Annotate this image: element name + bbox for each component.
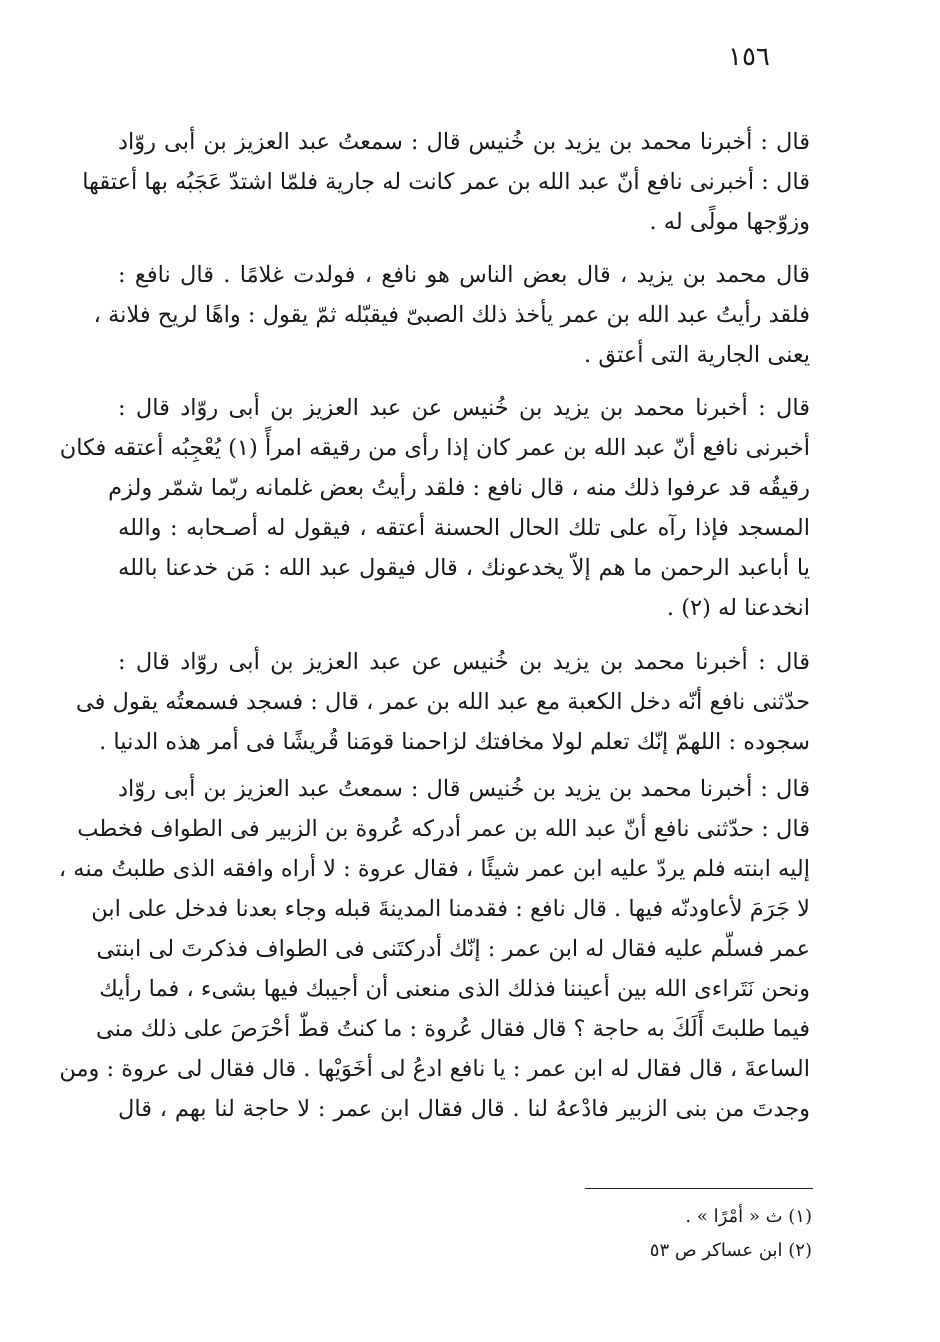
text-line: المسجد فإذا رآه على تلك الحال الحسنة أعتقه ، فيقول له أصـحابه : والله [118, 515, 810, 541]
text-line: لا جَرَمَ لأعاودنّه فيها . قال نافع : فقدمنا المدينةَ قبله وجاء بعدنا فدخل على ابن [91, 896, 810, 922]
text-line: قال : أخبرنا محمد بن يزيد بن خُنيس عن عبد العزيز بن أبى روّاد قال : [118, 395, 810, 421]
text-line: حدّثنى نافع أنّه دخل الكعبة مع عبد الله بن عمر ، قال : فسجد فسمعتُه يقول فى [75, 689, 810, 715]
footnotes [500, 1200, 812, 1268]
text-line: ونحن نَتَراءى الله بين أعيننا فذلك الذى منعنى أن أجيبك فيها بشىء ، فما رأيك [99, 976, 810, 1002]
text-line: رقيقُه قد عرفوا ذلك منه ، قال نافع : فلقد رأيتُ بعض غلمانه ربّما شمّر ولزم [108, 475, 810, 501]
footnote-2: (٢) ابن عساكر ص ٥٣ [649, 1240, 812, 1261]
text-line: قال : أخبرنا محمد بن يزيد بن خُنيس قال : سمعتُ عبد العزيز بن أبى روّاد [118, 129, 810, 155]
main-text [58, 122, 810, 1129]
text-line: سجوده : اللهمّ إنّك تعلم لولا مخافتك لزاحمنا قومَنا قُريشًا فى أمر هذه الدنيا . [99, 729, 810, 755]
text-line: يا أباعبد الرحمن ما هم إلاّ يخدعونك ، قال فيقول عبد الله : مَن خدعنا بالله [118, 555, 810, 581]
text-line: قال : أخبرنى نافع أنّ عبد الله بن عمر كانت له جارية فلمّا اشتدّ عَجَبُه بها أعتقها [82, 169, 810, 195]
footnote-divider [585, 1188, 813, 1189]
text-line: فلقد رأيتُ عبد الله بن عمر يأخذ ذلك الصبىّ فيقبّله ثمّ يقول : واهًا لريح فلانة ، [93, 302, 810, 328]
paragraph-2 [93, 255, 810, 375]
text-line: يعنى الجارية التى أعتق . [584, 342, 810, 368]
text-line: عمر فسلّم عليه فقال له ابن عمر : إنّك أدركتَنى فى الطواف فذكرتَ لى ابنتى [96, 936, 810, 962]
paragraph-4 [75, 642, 810, 762]
paragraph-3 [59, 388, 810, 628]
text-line: انخدعنا له (٢) . [666, 595, 810, 621]
text-line: الساعةَ ، قال فقال له ابن عمر : يا نافع ادعُ لى أخَوَيْها . قال فقال لى عروة : ومن [59, 1056, 810, 1082]
text-line: أخبرنى نافع أنّ عبد الله بن عمر كان إذا رأى من رقيقه امرأً (١) يُعْجِبُه أعتقه فكان [59, 435, 810, 461]
text-line: إليه ابنته فلم يردّ عليه ابن عمر شيئًا ، فقال عروة : لا أراه وافقه الذى طلبتُ منه ، [58, 856, 810, 882]
text-line: قال : أخبرنا محمد بن يزيد بن خُنيس عن عبد العزيز بن أبى روّاد قال : [118, 649, 810, 675]
text-line: فيما طلبتَ أَلَكَ به حاجة ؟ قال فقال عُروة : ما كنتُ قطّ أحْرَصَ على ذلك منى [96, 1016, 810, 1042]
text-line: قال محمد بن يزيد ، قال بعض الناس هو نافع ، فولدت غلامًا . قال نافع : [118, 262, 810, 288]
text-line: وزوّجها مولًى له . [649, 209, 810, 235]
text-line: قال : أخبرنا محمد بن يزيد بن خُنيس قال : سمعتُ عبد العزيز بن أبى روّاد [118, 776, 810, 802]
page-number: ١٥٦ [728, 42, 770, 72]
paragraph-1 [82, 122, 810, 242]
text-line: قال : حدّثنى نافع أنّ عبد الله بن عمر أدركه عُروة بن الزبير فى الطواف فخطب [77, 816, 810, 842]
text-line: وجدتَ من بنى الزبير فادْعهُ لنا . قال فقال ابن عمر : لا حاجة لنا بهم ، قال [118, 1096, 810, 1122]
paragraph-5 [58, 769, 810, 1129]
footnote-1: (١) ث « أمْرًا » . [685, 1206, 812, 1227]
